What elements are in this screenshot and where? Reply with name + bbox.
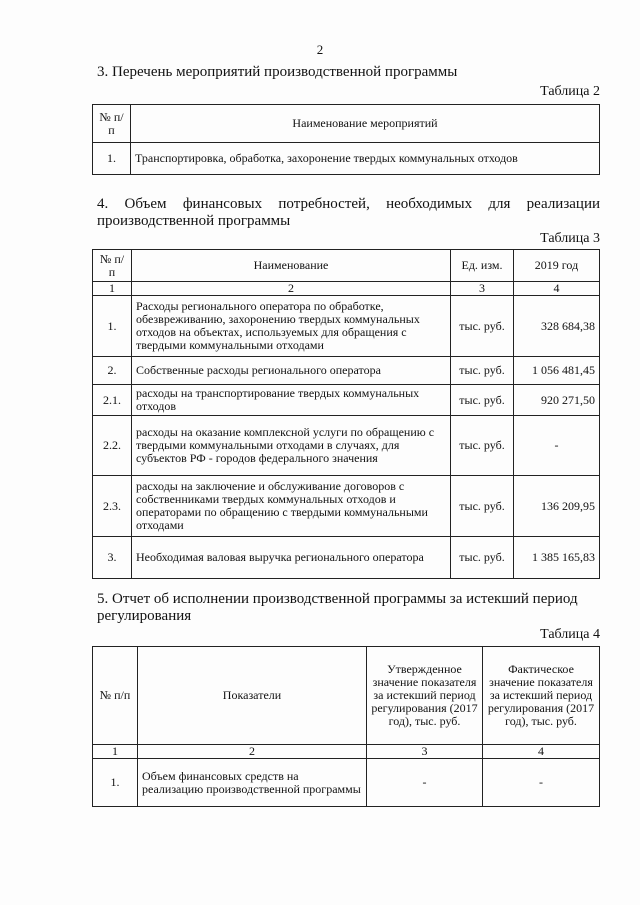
- table4-header-indicators: Показатели: [138, 647, 367, 745]
- section4-heading-line2: производственной программы: [97, 213, 291, 229]
- table3-cell: -: [514, 416, 600, 476]
- table-row: [93, 143, 600, 175]
- table2-header-name: Наименование мероприятий: [131, 105, 600, 143]
- table3-cell: расходы на заключение и обслуживание договоров с собственниками твердых коммунальных отходов и операторами по обращению с твердыми коммунальными отходами: [132, 476, 451, 537]
- table3-cell: 3.: [93, 537, 132, 579]
- table3-cell: расходы на транспортирование твердых коммунальных отходов: [132, 385, 451, 416]
- table-row: [93, 476, 600, 537]
- table3: [92, 249, 600, 579]
- table3-cell: 136 209,95: [514, 476, 600, 537]
- table4-colnum: 4: [483, 745, 600, 759]
- table3-cell: тыс. руб.: [451, 476, 514, 537]
- table3-cell: расходы на оказание комплексной услуги по обращению с твердыми коммунальными отходами в случаях, для субъектов РФ - городов федерального значения: [132, 416, 451, 476]
- section4-heading-line1: 4. Объем финансовых потребностей, необходимых для реализации: [97, 196, 600, 212]
- table4-cell: -: [367, 759, 483, 807]
- table3-cell: 920 271,50: [514, 385, 600, 416]
- table-row: [93, 296, 600, 357]
- table4-cell: 1.: [93, 759, 138, 807]
- table3-colnum: 3: [451, 282, 514, 296]
- table3-cell: 2.1.: [93, 385, 132, 416]
- table3-label: Таблица 3: [540, 231, 600, 246]
- table4: [92, 646, 600, 807]
- table3-cell: тыс. руб.: [451, 296, 514, 357]
- table4-cell: -: [483, 759, 600, 807]
- table4-label: Таблица 4: [540, 627, 600, 642]
- table3-cell: тыс. руб.: [451, 385, 514, 416]
- table3-cell: тыс. руб.: [451, 537, 514, 579]
- section3-heading: 3. Перечень мероприятий производственной программы: [97, 64, 458, 80]
- table3-header-num: № п/п: [93, 250, 132, 282]
- table3-cell: 2.: [93, 357, 132, 385]
- section5-heading-line1: 5. Отчет об исполнении производственной программы за истекший период: [97, 591, 578, 607]
- table4-colnum: 3: [367, 745, 483, 759]
- section5-heading-line2: регулирования: [97, 608, 192, 624]
- table3-cell: 1 056 481,45: [514, 357, 600, 385]
- table3-colnum: 2: [132, 282, 451, 296]
- table3-cell: 1.: [93, 296, 132, 357]
- table4-colnum: 2: [138, 745, 367, 759]
- page-number: 2: [316, 42, 324, 57]
- table3-cell: тыс. руб.: [451, 357, 514, 385]
- table3-cell: 2.2.: [93, 416, 132, 476]
- table4-colnum: 1: [93, 745, 138, 759]
- table4-header-approved: Утвержденное значение показателя за истекший период регулирования (2017 год), тыс. руб.: [367, 647, 483, 745]
- table3-cell: Расходы регионального оператора по обработке, обезвреживанию, захоронению твердых коммунальных отходов на объектах, используемых для обращения с твердыми коммунальными отходами: [132, 296, 451, 357]
- table-row: [93, 759, 600, 807]
- table3-colnum: 4: [514, 282, 600, 296]
- table3-cell: тыс. руб.: [451, 416, 514, 476]
- table4-header-num: № п/п: [93, 647, 138, 745]
- table2-label: Таблица 2: [540, 84, 600, 99]
- table3-header-unit: Ед. изм.: [451, 250, 514, 282]
- table3-cell: Собственные расходы регионального оператора: [132, 357, 451, 385]
- table-row: [93, 385, 600, 416]
- table4-cell: Объем финансовых средств на реализацию производственной программы: [138, 759, 367, 807]
- table4-header-actual: Фактическое значение показателя за истекший период регулирования (2017 год), тыс. руб.: [483, 647, 600, 745]
- table-row: [93, 416, 600, 476]
- table-row: [93, 357, 600, 385]
- table3-cell: 2.3.: [93, 476, 132, 537]
- table3-header-name: Наименование: [132, 250, 451, 282]
- table2-cell: 1.: [93, 143, 131, 175]
- table-row: [93, 537, 600, 579]
- table2-cell: Транспортировка, обработка, захоронение твердых коммунальных отходов: [131, 143, 600, 175]
- table3-header-year: 2019 год: [514, 250, 600, 282]
- table2-header-num: № п/п: [93, 105, 131, 143]
- table3-colnum: 1: [93, 282, 132, 296]
- table3-cell: 1 385 165,83: [514, 537, 600, 579]
- table2: [92, 104, 600, 175]
- table3-cell: Необходимая валовая выручка регионального оператора: [132, 537, 451, 579]
- table3-cell: 328 684,38: [514, 296, 600, 357]
